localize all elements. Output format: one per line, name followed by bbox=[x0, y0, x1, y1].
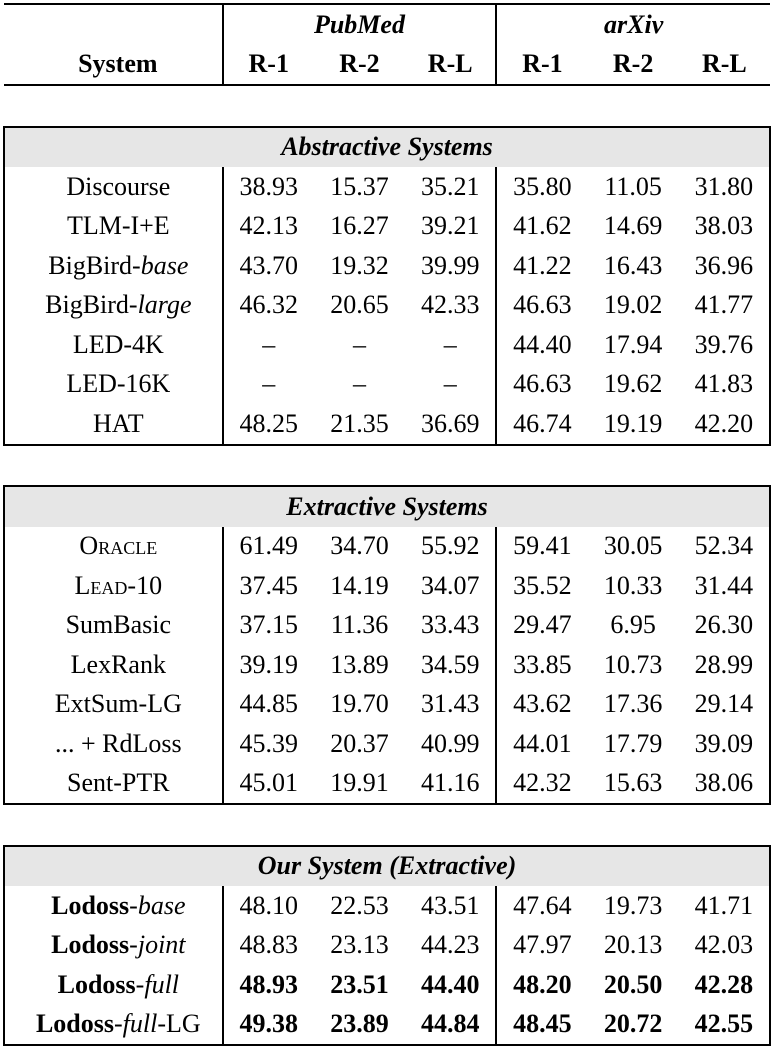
system-name bbox=[4, 1005, 223, 1046]
score-cell: 46.74 bbox=[496, 404, 587, 445]
system-dash: - bbox=[129, 890, 138, 920]
system-name: LED-4K bbox=[4, 325, 223, 365]
score-cell: 17.36 bbox=[603, 689, 663, 719]
score-cell: 43.62 bbox=[496, 685, 587, 725]
table-row bbox=[4, 764, 770, 805]
score-cell: 39.21 bbox=[420, 211, 480, 241]
score-cell: 43.51 bbox=[420, 890, 480, 920]
score-cell: 19.19 bbox=[588, 404, 679, 445]
score-cell: 48.45 bbox=[496, 1005, 587, 1046]
score-cell: 42.20 bbox=[679, 404, 770, 445]
score-cell: 44.85 bbox=[223, 685, 314, 725]
score-cell: 19.62 bbox=[603, 369, 663, 399]
dataset-header-pubmed: PubMed bbox=[223, 4, 497, 45]
score-cell: 20.13 bbox=[603, 930, 663, 960]
score-cell: 20.72 bbox=[588, 1005, 679, 1046]
system-tail: -LG bbox=[157, 1009, 201, 1039]
table-row bbox=[4, 965, 770, 1005]
score-cell: 16.27 bbox=[330, 211, 389, 241]
system-name-text: BigBird- bbox=[48, 250, 141, 280]
section-header bbox=[4, 846, 770, 887]
score-cell: 44.40 bbox=[496, 325, 587, 365]
score-cell: 22.53 bbox=[330, 890, 389, 920]
score-cell: 30.05 bbox=[603, 531, 663, 561]
score-cell: 47.64 bbox=[496, 886, 587, 926]
table-row bbox=[4, 404, 770, 445]
system-variant: full bbox=[144, 969, 180, 999]
score-cell: 10.73 bbox=[603, 649, 663, 679]
table-row bbox=[4, 926, 770, 966]
system-column-header: System bbox=[4, 45, 223, 86]
system-dash: - bbox=[114, 1009, 123, 1039]
system-name: ... + RdLoss bbox=[4, 724, 223, 764]
score-cell: 44.23 bbox=[420, 930, 480, 960]
score-cell: 38.06 bbox=[679, 764, 770, 805]
score-cell: 48.10 bbox=[223, 886, 314, 926]
score-cell: 34.07 bbox=[420, 570, 480, 600]
score-cell: 33.85 bbox=[496, 645, 587, 685]
score-cell: 31.44 bbox=[679, 566, 770, 606]
score-cell: 45.39 bbox=[223, 724, 314, 764]
metric-header: R-2 bbox=[588, 45, 679, 86]
score-cell: 49.38 bbox=[223, 1005, 314, 1046]
metric-header: R-1 bbox=[496, 45, 587, 86]
score-cell: 15.37 bbox=[330, 171, 389, 201]
score-cell: 14.69 bbox=[603, 211, 663, 241]
score-cell: 19.70 bbox=[330, 689, 389, 719]
table-row bbox=[4, 645, 770, 685]
score-cell: 39.09 bbox=[679, 724, 770, 764]
system-name bbox=[4, 527, 223, 567]
score-cell: 61.49 bbox=[223, 527, 314, 567]
header-row-datasets bbox=[4, 4, 770, 45]
score-cell: 48.83 bbox=[223, 926, 314, 966]
system-name bbox=[4, 965, 223, 1005]
score-cell: 17.79 bbox=[603, 728, 663, 758]
score-cell: 15.63 bbox=[588, 764, 679, 805]
score-cell: 55.92 bbox=[420, 531, 480, 561]
section-header bbox=[4, 486, 770, 527]
table-row bbox=[4, 365, 770, 405]
system-name-text: BigBird- bbox=[45, 290, 138, 320]
system-name: LED-16K bbox=[4, 365, 223, 405]
score-cell: 46.63 bbox=[496, 365, 587, 405]
metric-header: R-2 bbox=[314, 45, 405, 86]
section-title: Abstractive Systems bbox=[4, 127, 770, 168]
system-name bbox=[4, 286, 223, 326]
score-cell: 31.80 bbox=[679, 167, 770, 207]
system-name: SumBasic bbox=[4, 606, 223, 646]
score-cell: 34.70 bbox=[330, 531, 389, 561]
score-cell: 37.45 bbox=[223, 566, 314, 606]
score-cell: 37.15 bbox=[223, 606, 314, 646]
score-cell: 39.99 bbox=[420, 250, 480, 280]
table-row bbox=[4, 886, 770, 926]
score-cell: 42.55 bbox=[679, 1005, 770, 1046]
score-cell: 20.37 bbox=[330, 728, 389, 758]
score-cell: 59.41 bbox=[496, 527, 587, 567]
section-title: Extractive Systems bbox=[4, 486, 770, 527]
score-cell: 46.32 bbox=[223, 286, 314, 326]
system-name bbox=[4, 566, 223, 606]
score-cell: – bbox=[223, 325, 314, 365]
system-dash: - bbox=[135, 969, 145, 999]
score-cell: 21.35 bbox=[314, 404, 405, 445]
score-cell: 42.03 bbox=[679, 926, 770, 966]
score-cell: 52.34 bbox=[679, 527, 770, 567]
system-name-text: Lodoss bbox=[35, 1009, 114, 1039]
score-cell: 42.13 bbox=[223, 207, 314, 247]
system-name-text: Oracle bbox=[79, 531, 158, 561]
score-cell: 44.84 bbox=[405, 1005, 496, 1046]
score-cell: 19.32 bbox=[330, 250, 389, 280]
score-cell: 35.80 bbox=[496, 167, 587, 207]
score-cell: 23.89 bbox=[314, 1005, 405, 1046]
score-cell: 13.89 bbox=[330, 649, 389, 679]
table-row bbox=[4, 566, 770, 606]
score-cell: 19.73 bbox=[603, 890, 663, 920]
system-name-text: Lodoss bbox=[57, 969, 136, 999]
score-cell: – bbox=[223, 365, 314, 405]
header-row-metrics bbox=[4, 45, 770, 86]
results-table bbox=[3, 3, 771, 1046]
table-row bbox=[4, 527, 770, 567]
score-cell: 36.69 bbox=[405, 404, 496, 445]
system-variant: large bbox=[137, 290, 192, 320]
score-cell: 11.36 bbox=[330, 610, 389, 640]
score-cell: 26.30 bbox=[679, 606, 770, 646]
score-cell: 43.70 bbox=[223, 246, 314, 286]
score-cell: 29.47 bbox=[496, 606, 587, 646]
metric-header: R-1 bbox=[223, 45, 314, 86]
score-cell: 16.43 bbox=[603, 250, 663, 280]
score-cell: 41.16 bbox=[405, 764, 496, 805]
system-name: Discourse bbox=[4, 167, 223, 207]
score-cell: – bbox=[352, 369, 366, 399]
system-variant: base bbox=[137, 890, 186, 920]
score-cell: 19.02 bbox=[603, 290, 663, 320]
section-spacer bbox=[4, 804, 770, 846]
score-cell: 36.96 bbox=[679, 246, 770, 286]
table-row bbox=[4, 325, 770, 365]
score-cell: 31.43 bbox=[420, 689, 480, 719]
score-cell: 42.28 bbox=[679, 965, 770, 1005]
score-cell: 42.33 bbox=[420, 290, 480, 320]
score-cell: 38.93 bbox=[223, 167, 314, 207]
table-row bbox=[4, 246, 770, 286]
score-cell: 33.43 bbox=[420, 610, 480, 640]
system-name-text: Lead-10 bbox=[74, 570, 163, 600]
spacer-cell bbox=[4, 804, 770, 846]
score-cell: 41.22 bbox=[496, 246, 587, 286]
score-cell: 6.95 bbox=[610, 610, 656, 640]
spacer-cell bbox=[4, 445, 770, 487]
system-name: TLM-I+E bbox=[4, 207, 223, 247]
system-variant: joint bbox=[137, 930, 186, 960]
metric-header: R-L bbox=[405, 45, 496, 86]
score-cell: – bbox=[443, 329, 457, 359]
spacer-cell bbox=[4, 85, 770, 127]
score-cell: 17.94 bbox=[603, 329, 663, 359]
system-name bbox=[4, 886, 223, 926]
score-cell: 20.65 bbox=[330, 290, 389, 320]
score-cell: 46.63 bbox=[496, 286, 587, 326]
table-row bbox=[4, 207, 770, 247]
score-cell: 48.25 bbox=[223, 404, 314, 445]
score-cell: 40.99 bbox=[420, 728, 480, 758]
score-cell: 19.91 bbox=[314, 764, 405, 805]
table-row bbox=[4, 606, 770, 646]
score-cell: 11.05 bbox=[604, 171, 662, 201]
system-name: Sent-PTR bbox=[4, 764, 223, 805]
section-spacer bbox=[4, 445, 770, 487]
score-cell: 14.19 bbox=[330, 570, 389, 600]
score-cell: 42.32 bbox=[496, 764, 587, 805]
score-cell: 35.52 bbox=[496, 566, 587, 606]
score-cell: 23.13 bbox=[330, 930, 389, 960]
score-cell: 34.59 bbox=[420, 649, 480, 679]
dataset-header-arxiv: arXiv bbox=[496, 4, 770, 45]
score-cell: 41.77 bbox=[679, 286, 770, 326]
score-cell: – bbox=[352, 329, 366, 359]
table-row bbox=[4, 1005, 770, 1046]
score-cell: 35.21 bbox=[420, 171, 480, 201]
score-cell: 23.51 bbox=[330, 969, 389, 999]
score-cell: 28.99 bbox=[679, 645, 770, 685]
section-spacer bbox=[4, 85, 770, 127]
score-cell: 10.33 bbox=[603, 570, 663, 600]
score-cell: 44.01 bbox=[496, 724, 587, 764]
score-cell: 41.83 bbox=[679, 365, 770, 405]
section-title: Our System (Extractive) bbox=[4, 846, 770, 887]
score-cell: 29.14 bbox=[679, 685, 770, 725]
system-name bbox=[4, 926, 223, 966]
score-cell: 48.93 bbox=[223, 965, 314, 1005]
score-cell: 39.76 bbox=[679, 325, 770, 365]
score-cell: 47.97 bbox=[496, 926, 587, 966]
score-cell: 38.03 bbox=[679, 207, 770, 247]
table-row bbox=[4, 286, 770, 326]
table-row bbox=[4, 724, 770, 764]
table-row bbox=[4, 685, 770, 725]
system-dash: - bbox=[129, 930, 138, 960]
system-name: HAT bbox=[4, 404, 223, 445]
system-variant: base bbox=[140, 250, 189, 280]
system-name: ExtSum-LG bbox=[4, 685, 223, 725]
score-cell: 41.71 bbox=[679, 886, 770, 926]
table-row bbox=[4, 167, 770, 207]
system-name: LexRank bbox=[4, 645, 223, 685]
score-cell: 48.20 bbox=[496, 965, 587, 1005]
score-cell: – bbox=[443, 369, 457, 399]
score-cell: 39.19 bbox=[223, 645, 314, 685]
system-name-text: Lodoss bbox=[51, 930, 130, 960]
score-cell: 41.62 bbox=[496, 207, 587, 247]
section-header bbox=[4, 127, 770, 168]
header-empty-cell bbox=[4, 4, 223, 45]
metric-header: R-L bbox=[679, 45, 770, 86]
score-cell: 44.40 bbox=[420, 969, 480, 999]
system-name-text: Lodoss bbox=[51, 890, 130, 920]
system-variant: full bbox=[122, 1009, 158, 1039]
score-cell: 20.50 bbox=[603, 969, 663, 999]
score-cell: 45.01 bbox=[223, 764, 314, 805]
system-name bbox=[4, 246, 223, 286]
